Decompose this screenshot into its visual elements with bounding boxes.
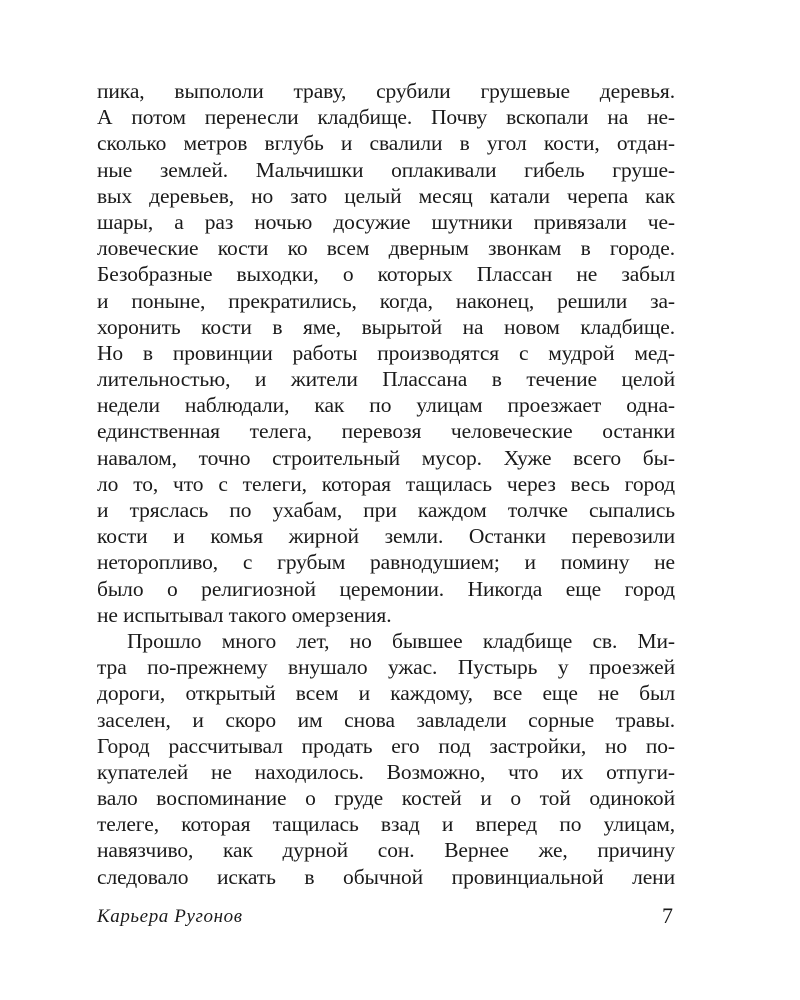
page-footer bbox=[97, 904, 675, 932]
text-line: Город рассчитывал продать его под застройки, но по- bbox=[97, 733, 675, 758]
page-number: 7 bbox=[662, 903, 673, 928]
text-line: ные землей. Мальчишки оплакивали гибель груше- bbox=[97, 157, 675, 182]
text-line: неторопливо, с грубым равнодушием; и помину не bbox=[97, 550, 675, 575]
text-line: вало воспоминание о груде костей и о той одинокой bbox=[97, 786, 675, 811]
text-line: и тряслась по ухабам, при каждом толчке сыпались bbox=[97, 498, 675, 522]
text-line: ло то, что с телеги, которая тащилась через весь город bbox=[97, 471, 675, 496]
text-line: недели наблюдали, как по улицам проезжает одна- bbox=[97, 393, 675, 418]
text-line: тра по-прежнему внушало ужас. Пустырь у проезжей bbox=[97, 655, 675, 680]
text-line: ловеческие кости ко всем дверным звонкам в городе. bbox=[97, 236, 675, 261]
paragraph-start-line: Прошло много лет, но бывшее кладбище св. Ми- bbox=[127, 628, 675, 653]
text-line: телеге, которая тащилась взад и вперед по улицам, bbox=[97, 812, 675, 837]
text-line: шары, а раз ночью досужие шутники привязали че- bbox=[97, 209, 675, 234]
paragraph-end-line: не испытывал такого омерзения. bbox=[97, 602, 392, 627]
text-line: единственная телега, перевозя человеческие останки bbox=[97, 419, 675, 444]
running-title: Карьера Ругонов bbox=[97, 906, 243, 927]
text-line: навалом, точно строительный мусор. Хуже всего бы- bbox=[97, 445, 675, 470]
text-line: кости и комья жирной земли. Останки перевозили bbox=[97, 524, 675, 549]
page-body bbox=[97, 78, 675, 890]
text-line: сколько метров вглубь и свалили в угол кости, отдан- bbox=[97, 131, 675, 156]
text-line: А потом перенесли кладбище. Почву вскопали на не- bbox=[97, 105, 675, 130]
text-line: лительностью, и жители Плассана в течение целой bbox=[97, 367, 675, 392]
text-line: дороги, открытый всем и каждому, все еще не был bbox=[97, 681, 675, 706]
text-line: пика, выпололи траву, срубили грушевые деревья. bbox=[97, 79, 675, 103]
text-line: следовало искать в обычной провинциальной лени bbox=[97, 864, 675, 889]
text-line: заселен, и скоро им снова завладели сорные травы. bbox=[97, 707, 675, 732]
text-line: хоронить кости в яме, вырытой на новом кладбище. bbox=[97, 314, 675, 339]
text-line: купателей не находилось. Возможно, что их отпуги- bbox=[97, 759, 675, 784]
text-line: навязчиво, как дурной сон. Вернее же, причину bbox=[97, 838, 675, 863]
text-line: и поныне, прекратились, когда, наконец, решили за- bbox=[97, 288, 675, 313]
text-line: Безобразные выходки, о которых Плассан не забыл bbox=[97, 262, 675, 287]
text-line: было о религиозной церемонии. Никогда еще город bbox=[97, 576, 675, 601]
text-line: вых деревьев, но зато целый месяц катали черепа как bbox=[97, 183, 675, 208]
text-line: Но в провинции работы производятся с мудрой мед- bbox=[97, 340, 675, 365]
